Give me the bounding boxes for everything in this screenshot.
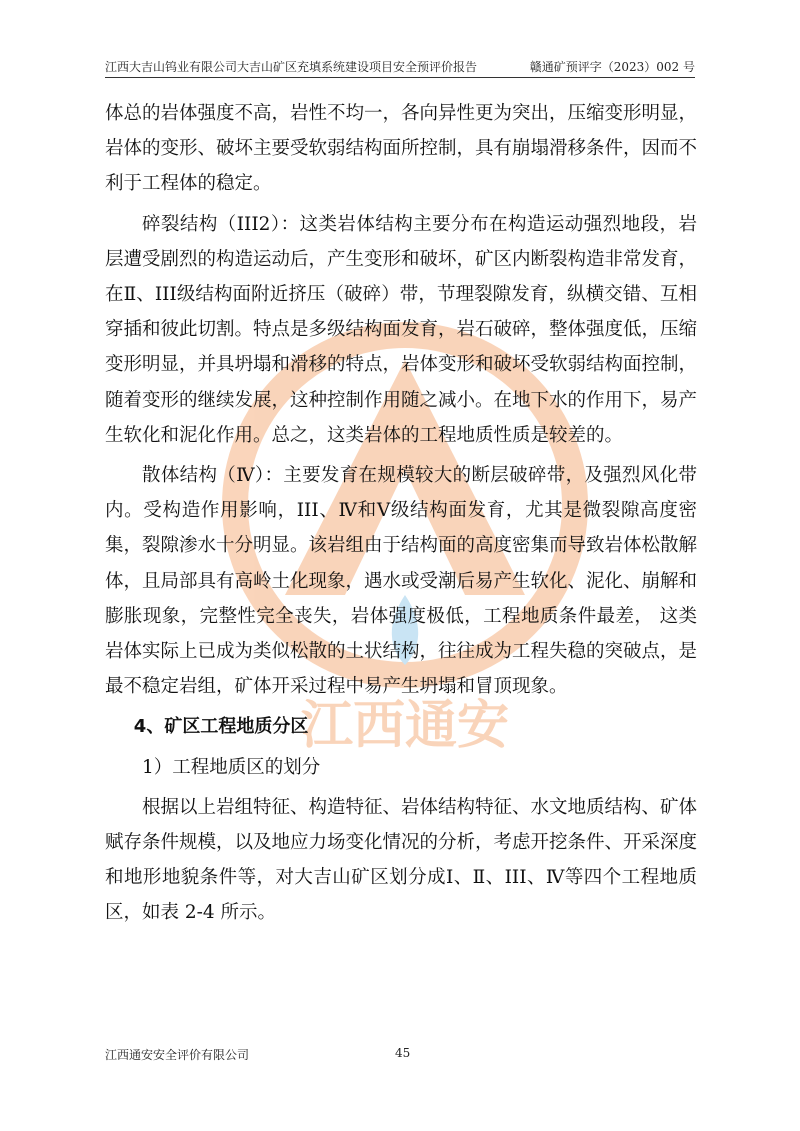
report-title: 江西大吉山钨业有限公司大吉山矿区充填系统建设项目安全预评价报告 [105, 60, 478, 74]
paragraph-zoning: 根据以上岩组特征、构造特征、岩体结构特征、水文地质结构、矿体赋存条件规模，以及地应力场变化情况的分析，考虑开挖条件、开采深度和地形地貌条件等，对大吉山矿区划分成Ⅰ、Ⅱ、III、Ⅳ等四个工程地质区，如表 2-4 所示。 [105, 796, 698, 924]
report-number: 赣通矿预评字（2023）002 号 [529, 60, 695, 74]
page-header [105, 54, 695, 78]
paragraph-continued: 体总的岩体强度不高，岩性不均一，各向异性更为突出，压缩变形明显，岩体的变形、破坏主要受软弱结构面所控制，具有崩塌滑移条件，因而不利于工程体的稳定。 [105, 103, 698, 195]
header-divider [105, 77, 695, 78]
section-heading: 4、矿区工程地质分区 [133, 716, 309, 738]
subsection-heading: 1）工程地质区的划分 [142, 756, 321, 778]
document-body [105, 96, 697, 931]
page-number: 45 [395, 1046, 411, 1060]
footer-company: 江西通安安全评价有限公司 [105, 1048, 250, 1062]
watermark-stamp-text: 江西通安 [300, 697, 510, 755]
paragraph-cataclastic-structure: 碎裂结构（III2）：这类岩体结构主要分布在构造运动强烈地段，岩层遭受剧烈的构造运动后，产生变形和破坏，矿区内断裂构造非常发育，在Ⅱ、III级结构面附近挤压（破碎）带，节理裂隙发育，纵横交错、互相穿插和彼此切割。特点是多级结构面发育，岩石破碎，整体强度低，压缩变形明显，并具坍塌和滑移的特点，岩体变形和破坏受软弱结构面控制，随着变形的继续发展，这种控制作用随之减小。在地下水的作用下，易产生软化和泥化作用。总之，这类岩体的工程地质性质是较差的。 [105, 213, 698, 446]
paragraph-loose-structure: 散体结构（Ⅳ）：主要发育在规模较大的断层破碎带，及强烈风化带内。受构造作用影响，III、Ⅳ和Ⅴ级结构面发育，尤其是微裂隙高度密集，裂隙渗水十分明显。该岩组由于结构面的高度密集而导致岩体松散解体，且局部具有高岭土化现象，遇水或受潮后易产生软化、泥化、崩解和膨胀现象，完整性完全丧失，岩体强度极低，工程地质条件最差， 这类岩体实际上已成为类似松散的土状结构，往往成为工程失稳的突破点，是最不稳定岩组，矿体开采过程中易产生坍塌和冒顶现象。 [105, 465, 698, 698]
